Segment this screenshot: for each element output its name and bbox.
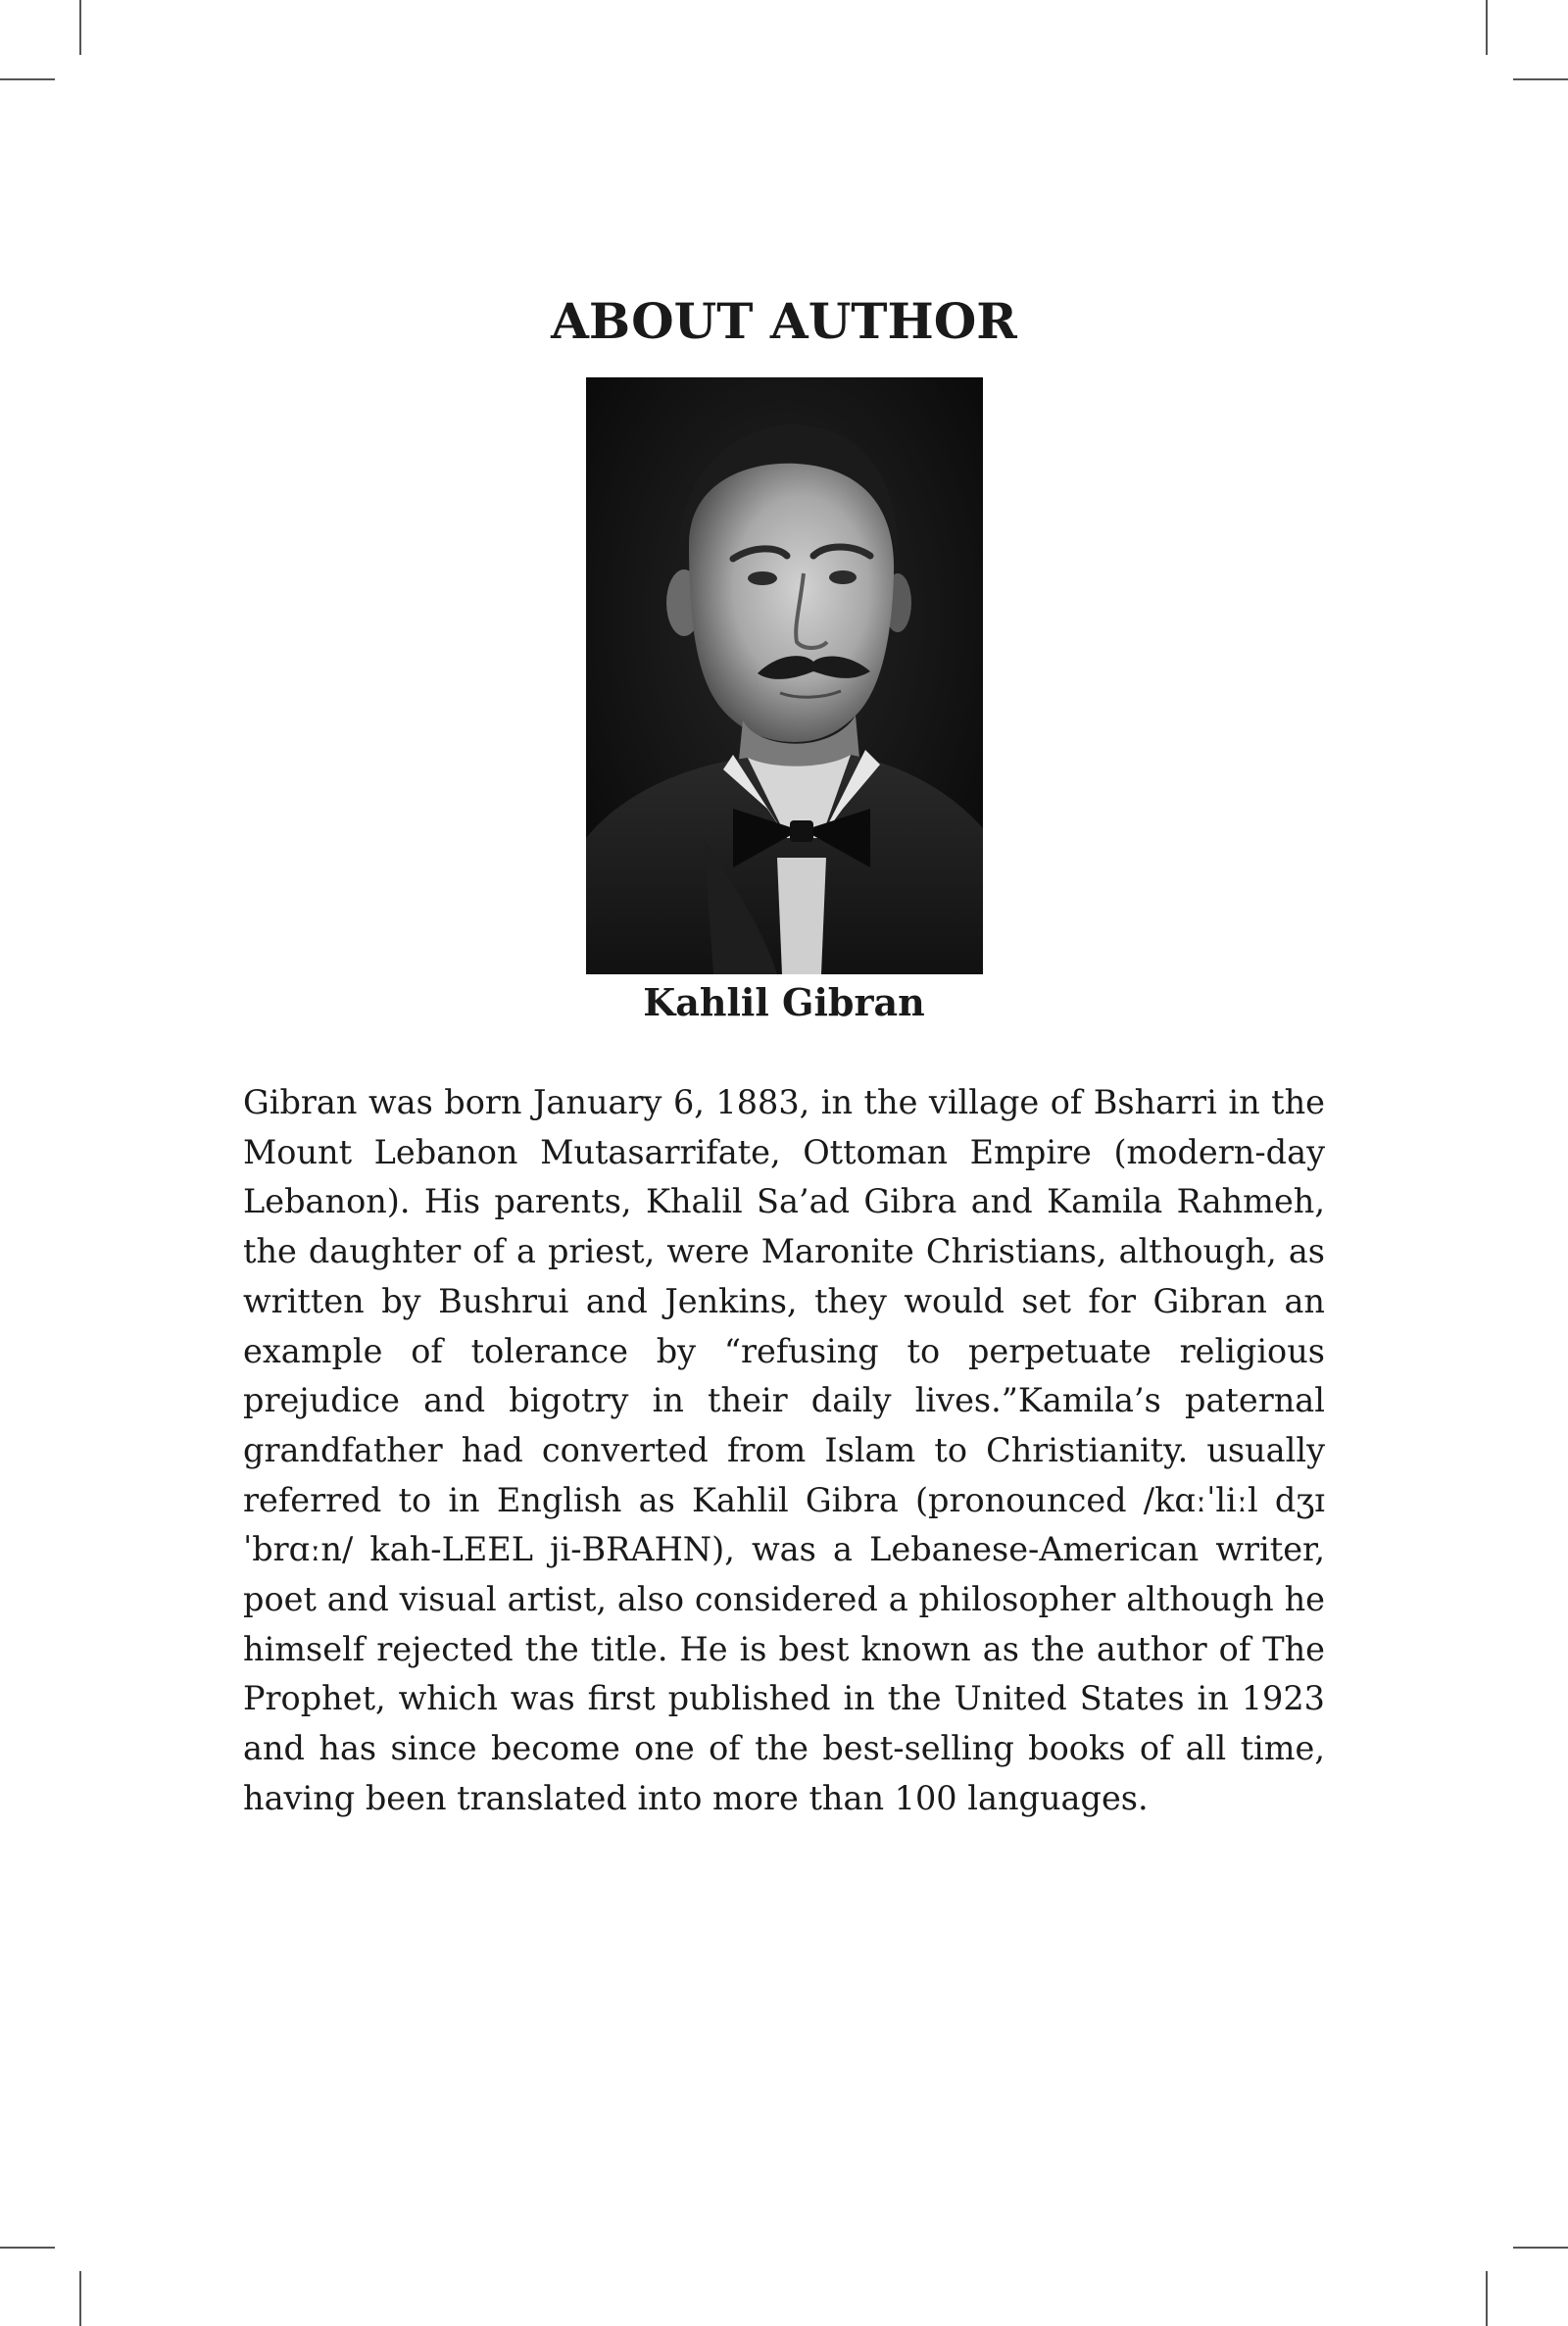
crop-mark-bottom-left-vertical bbox=[79, 2271, 81, 2326]
crop-mark-top-left-horizontal bbox=[0, 78, 55, 80]
portrait-illustration bbox=[586, 377, 983, 974]
crop-mark-top-right-vertical bbox=[1486, 0, 1488, 55]
crop-mark-bottom-right-vertical bbox=[1486, 2271, 1488, 2326]
page-title: ABOUT AUTHOR bbox=[551, 292, 1017, 350]
crop-mark-top-right-horizontal bbox=[1513, 78, 1568, 80]
crop-mark-top-left-vertical bbox=[79, 0, 81, 55]
crop-mark-bottom-left-horizontal bbox=[0, 2247, 55, 2249]
author-portrait-photo bbox=[586, 377, 983, 974]
crop-mark-bottom-right-horizontal bbox=[1513, 2247, 1568, 2249]
author-biography: Gibran was born January 6, 1883, in the village of Bsharri in the Mount Lebanon Mutasarrifate, Ottoman Empire (modern-day Lebanon). His parents, Khalil Sa’ad Gibra and Kamila Rahmeh, the daughter of a priest, were Maronite Christians, although, as written by Bushrui and Jenkins, they would set for Gibran an example of tolerance by “refusing to perpetuate religious prejudice and bigotry in their daily lives.”Kamila’s paternal grandfather had converted from Islam to Christianity. usually referred to in English as Kahlil Gibra (pronounced /kɑːˈliːl dʒɪˈbrɑːn/ kah-LEEL ji-BRAHN), was a Lebanese-American writer, poet and visual artist, also considered a philosopher although he himself rejected the title. He is best known as the author of The Prophet, which was first published in the United States in 1923 and has since become one of the best-selling books of all time, having been translated into more than 100 languages. bbox=[243, 1083, 1325, 1817]
photo-caption: Kahlil Gibran bbox=[643, 980, 925, 1024]
